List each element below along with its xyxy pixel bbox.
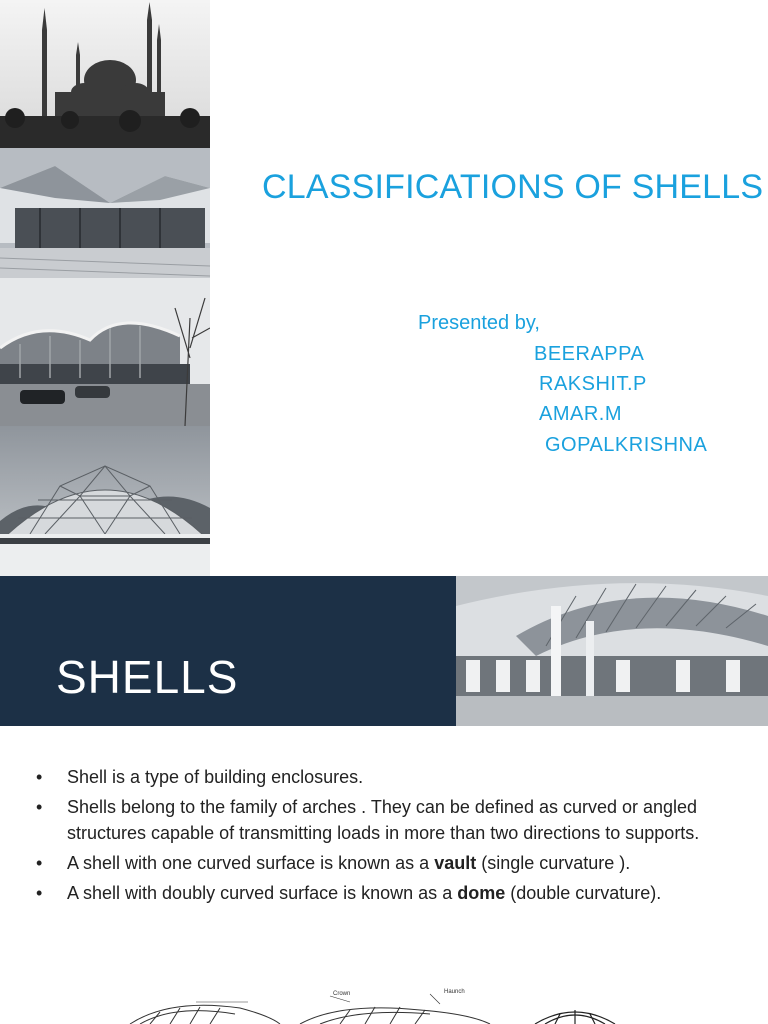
diagram-label: Haunch	[444, 989, 465, 995]
header-band	[0, 576, 456, 726]
presenter-name: AMAR.M	[539, 403, 622, 425]
bullet-keyword: dome	[457, 883, 506, 903]
dome-interior-photo	[456, 576, 768, 726]
diagram-label: Crown	[333, 991, 351, 997]
slide-title: CLASSIFICATIONS OF SHELLS	[262, 168, 764, 206]
bullet-item	[36, 880, 736, 906]
bullet-item	[36, 794, 736, 846]
bullet-marker: •	[36, 767, 43, 787]
bullet-text: A shell with one curved surface is known as a	[67, 853, 435, 873]
bullet-text: Shells belong to the family of arches . They can be defined as curved or angled structures capable of transmitting loads in more than two directions to supports.	[67, 797, 700, 843]
photo-collage	[0, 0, 210, 576]
bullet-marker: •	[36, 797, 43, 817]
bullet-keyword: vault	[434, 853, 477, 873]
slide-heading: SHELLS	[56, 651, 239, 703]
folded-roof-photo	[0, 148, 210, 278]
geodesic-dome-photo	[0, 426, 210, 576]
dome-diagram	[535, 1010, 615, 1024]
bullet-marker: •	[36, 853, 43, 873]
vault-diagram	[130, 1002, 280, 1024]
bullet-item	[36, 764, 736, 790]
presented-by-label: Presented by,	[418, 312, 540, 334]
bullet-text: (single curvature ).	[476, 853, 631, 873]
shell-diagrams	[0, 988, 768, 1024]
bullet-list	[36, 764, 736, 910]
airport-terminal-photo	[0, 278, 210, 426]
bullet-text: A shell with doubly curved surface is known as a	[67, 883, 458, 903]
shells-slide	[0, 576, 768, 1024]
presenter-name: GOPALKRISHNA	[545, 434, 708, 456]
bullet-marker: •	[36, 883, 43, 903]
barrel-vault-diagram	[300, 994, 490, 1024]
bullet-text: Shell is a type of building enclosures.	[67, 767, 364, 787]
presenter-name: RAKSHIT.P	[539, 373, 647, 395]
presenter-name: BEERAPPA	[534, 343, 645, 365]
bullet-text: (double curvature).	[505, 883, 662, 903]
bullet-item	[36, 850, 736, 876]
mosque-photo	[0, 0, 210, 148]
